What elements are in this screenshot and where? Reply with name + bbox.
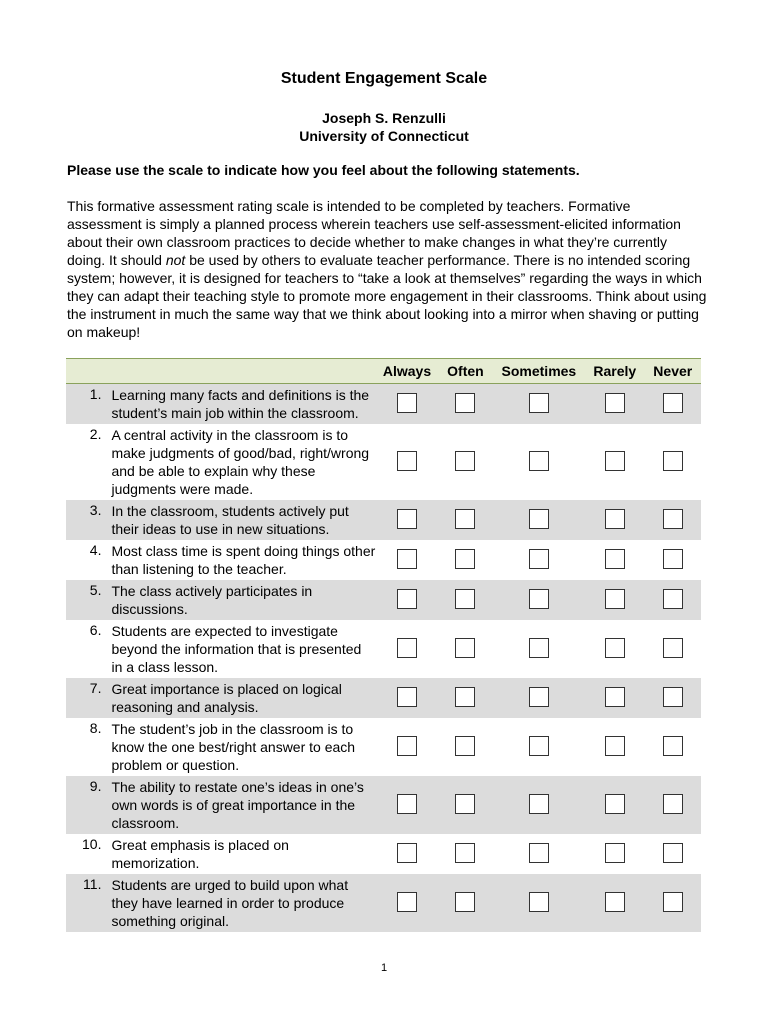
checkbox-always[interactable] [397, 638, 417, 658]
checkbox-sometimes[interactable] [529, 638, 549, 658]
rating-cell-often [438, 776, 492, 834]
rating-cell-never [645, 580, 701, 620]
checkbox-often[interactable] [455, 687, 475, 707]
table-row [66, 620, 701, 678]
header-spacer [66, 359, 111, 384]
checkbox-sometimes[interactable] [529, 843, 549, 863]
checkbox-rarely[interactable] [605, 549, 625, 569]
item-statement: The class actively participates in discussions. [111, 583, 313, 617]
checkbox-rarely[interactable] [605, 393, 625, 413]
checkbox-rarely[interactable] [605, 589, 625, 609]
checkbox-never[interactable] [663, 549, 683, 569]
rating-cell-often [438, 424, 492, 500]
rating-cell-sometimes [493, 776, 585, 834]
checkbox-never[interactable] [663, 736, 683, 756]
rating-header-row [66, 359, 701, 384]
checkbox-always[interactable] [397, 549, 417, 569]
rating-cell-sometimes [493, 678, 585, 718]
item-number: 8. [89, 720, 102, 736]
instruction-text: Please use the scale to indicate how you feel about the following statements. [67, 162, 580, 178]
rating-cell-sometimes [493, 500, 585, 540]
rating-cell-sometimes [493, 580, 585, 620]
checkbox-often[interactable] [455, 638, 475, 658]
item-statement: In the classroom, students actively put their ideas to use in new situations. [111, 503, 349, 537]
page-number: 1 [380, 962, 388, 974]
item-number: 10. [82, 836, 102, 852]
item-number: 6. [89, 622, 102, 638]
item-statement: Students are urged to build upon what they have learned in order to produce something original. [111, 877, 349, 929]
checkbox-often[interactable] [455, 549, 475, 569]
rating-cell-never [645, 500, 701, 540]
checkbox-never[interactable] [663, 687, 683, 707]
checkbox-rarely[interactable] [605, 892, 625, 912]
rating-cell-always [376, 874, 439, 932]
checkbox-always[interactable] [397, 509, 417, 529]
checkbox-sometimes[interactable] [529, 794, 549, 814]
rating-cell-never [645, 678, 701, 718]
rating-cell-sometimes [493, 718, 585, 776]
author-block [0, 109, 768, 145]
rating-cell-rarely [585, 834, 644, 874]
rating-cell-always [376, 424, 439, 500]
checkbox-sometimes[interactable] [529, 589, 549, 609]
rating-cell-rarely [585, 424, 644, 500]
rating-cell-rarely [585, 620, 644, 678]
table-row [66, 540, 701, 580]
column-header-always: Always [382, 363, 432, 379]
table-row [66, 678, 701, 718]
table-row [66, 500, 701, 540]
checkbox-rarely[interactable] [605, 794, 625, 814]
rating-cell-sometimes [493, 620, 585, 678]
table-row [66, 384, 701, 425]
checkbox-often[interactable] [455, 451, 475, 471]
item-number: 11. [83, 876, 102, 892]
checkbox-always[interactable] [397, 393, 417, 413]
item-number: 7. [89, 680, 102, 696]
checkbox-sometimes[interactable] [529, 549, 549, 569]
rating-cell-always [376, 500, 439, 540]
rating-cell-sometimes [493, 540, 585, 580]
column-header-rarely: Rarely [593, 363, 637, 379]
checkbox-often[interactable] [455, 589, 475, 609]
checkbox-sometimes[interactable] [529, 509, 549, 529]
rating-cell-always [376, 776, 439, 834]
checkbox-always[interactable] [397, 451, 417, 471]
rating-cell-sometimes [493, 834, 585, 874]
rating-cell-never [645, 620, 701, 678]
rating-cell-sometimes [493, 874, 585, 932]
item-statement: A central activity in the classroom is to make judgments of good/bad, right/wrong and be able to explain why these judgments were made. [111, 427, 370, 497]
checkbox-never[interactable] [663, 638, 683, 658]
item-statement: The ability to restate one’s ideas in one’s own words is of great importance in the classroom. [111, 779, 364, 831]
rating-cell-often [438, 718, 492, 776]
rating-items [66, 384, 701, 933]
author-name: Joseph S. Renzulli [322, 110, 446, 126]
table-row [66, 874, 701, 932]
checkbox-sometimes[interactable] [529, 393, 549, 413]
rating-cell-always [376, 678, 439, 718]
table-row [66, 718, 701, 776]
rating-cell-always [376, 834, 439, 874]
rating-cell-never [645, 776, 701, 834]
checkbox-never[interactable] [663, 892, 683, 912]
rating-cell-rarely [585, 540, 644, 580]
checkbox-always[interactable] [397, 794, 417, 814]
intro-text-1: This formative assessment rating scale is intended to be completed by teachers. Formative assessment is simply a planned process wherein teachers use self-assessment-elicited information about their own classroom practices to decide whether to make changes in what they’re currently doing. It should [67, 198, 681, 268]
checkbox-often[interactable] [455, 843, 475, 863]
table-row [66, 776, 701, 834]
checkbox-never[interactable] [663, 794, 683, 814]
item-number: 3. [89, 502, 102, 518]
checkbox-rarely[interactable] [605, 638, 625, 658]
rating-cell-never [645, 718, 701, 776]
checkbox-always[interactable] [397, 843, 417, 863]
checkbox-never[interactable] [663, 589, 683, 609]
intro-paragraph [67, 197, 707, 341]
rating-cell-rarely [585, 874, 644, 932]
item-number: 5. [89, 582, 102, 598]
item-statement: The student’s job in the classroom is to know the one best/right answer to each problem or question. [111, 721, 356, 773]
table-row [66, 834, 701, 874]
rating-cell-rarely [585, 580, 644, 620]
checkbox-often[interactable] [455, 794, 475, 814]
checkbox-rarely[interactable] [605, 687, 625, 707]
checkbox-often[interactable] [455, 509, 475, 529]
rating-cell-always [376, 580, 439, 620]
checkbox-rarely[interactable] [605, 843, 625, 863]
rating-cell-rarely [585, 776, 644, 834]
item-statement: Most class time is spent doing things other than listening to the teacher. [111, 543, 376, 577]
checkbox-sometimes[interactable] [529, 892, 549, 912]
rating-cell-often [438, 540, 492, 580]
rating-cell-often [438, 384, 492, 425]
checkbox-never[interactable] [663, 393, 683, 413]
intro-text-2: be used by others to evaluate teacher performance. There is no intended scoring system; however, it is designed for teachers to “take a look at themselves” regarding the ways in which they can adapt their teaching style to promote more engagement in their classrooms. Think about using the instrument in much the same way that we think about looking into a mirror when shaving or putting on makeup! [67, 252, 707, 340]
rating-cell-never [645, 540, 701, 580]
item-number: 9. [89, 778, 102, 794]
rating-cell-always [376, 540, 439, 580]
rating-cell-rarely [585, 500, 644, 540]
rating-cell-rarely [585, 384, 644, 425]
item-statement: Students are expected to investigate beyond the information that is presented in a class lesson. [111, 623, 362, 675]
rating-cell-often [438, 834, 492, 874]
rating-cell-never [645, 424, 701, 500]
checkbox-always[interactable] [397, 736, 417, 756]
checkbox-always[interactable] [397, 687, 417, 707]
checkbox-often[interactable] [455, 393, 475, 413]
rating-cell-always [376, 620, 439, 678]
intro-emphasis: not [165, 252, 186, 268]
rating-cell-often [438, 500, 492, 540]
table-row [66, 580, 701, 620]
checkbox-never[interactable] [663, 509, 683, 529]
checkbox-sometimes[interactable] [529, 451, 549, 471]
rating-cell-sometimes [493, 384, 585, 425]
rating-cell-never [645, 384, 701, 425]
checkbox-sometimes[interactable] [529, 736, 549, 756]
checkbox-never[interactable] [663, 843, 683, 863]
rating-table [66, 358, 701, 932]
item-statement: Great emphasis is placed on memorization. [111, 837, 289, 871]
column-header-often: Often [447, 363, 484, 379]
rating-cell-never [645, 834, 701, 874]
item-number: 2. [89, 426, 102, 442]
item-statement: Great importance is placed on logical reasoning and analysis. [111, 681, 342, 715]
item-number: 4. [89, 542, 102, 558]
rating-cell-often [438, 620, 492, 678]
checkbox-rarely[interactable] [605, 736, 625, 756]
item-number: 1. [89, 386, 102, 402]
rating-cell-always [376, 384, 439, 425]
checkbox-always[interactable] [397, 589, 417, 609]
table-row [66, 424, 701, 500]
checkbox-often[interactable] [455, 736, 475, 756]
item-statement: Learning many facts and definitions is the student’s main job within the classroom. [111, 387, 370, 421]
checkbox-always[interactable] [397, 892, 417, 912]
rating-cell-never [645, 874, 701, 932]
header-spacer [111, 359, 375, 384]
column-header-sometimes: Sometimes [501, 363, 577, 379]
rating-cell-rarely [585, 678, 644, 718]
checkbox-never[interactable] [663, 451, 683, 471]
rating-cell-often [438, 874, 492, 932]
column-header-never: Never [653, 363, 693, 379]
document-title: Student Engagement Scale [280, 70, 488, 87]
author-affiliation: University of Connecticut [299, 128, 469, 144]
rating-cell-often [438, 678, 492, 718]
checkbox-rarely[interactable] [605, 509, 625, 529]
rating-cell-sometimes [493, 424, 585, 500]
rating-cell-rarely [585, 718, 644, 776]
rating-cell-often [438, 580, 492, 620]
checkbox-rarely[interactable] [605, 451, 625, 471]
rating-cell-always [376, 718, 439, 776]
checkbox-often[interactable] [455, 892, 475, 912]
checkbox-sometimes[interactable] [529, 687, 549, 707]
